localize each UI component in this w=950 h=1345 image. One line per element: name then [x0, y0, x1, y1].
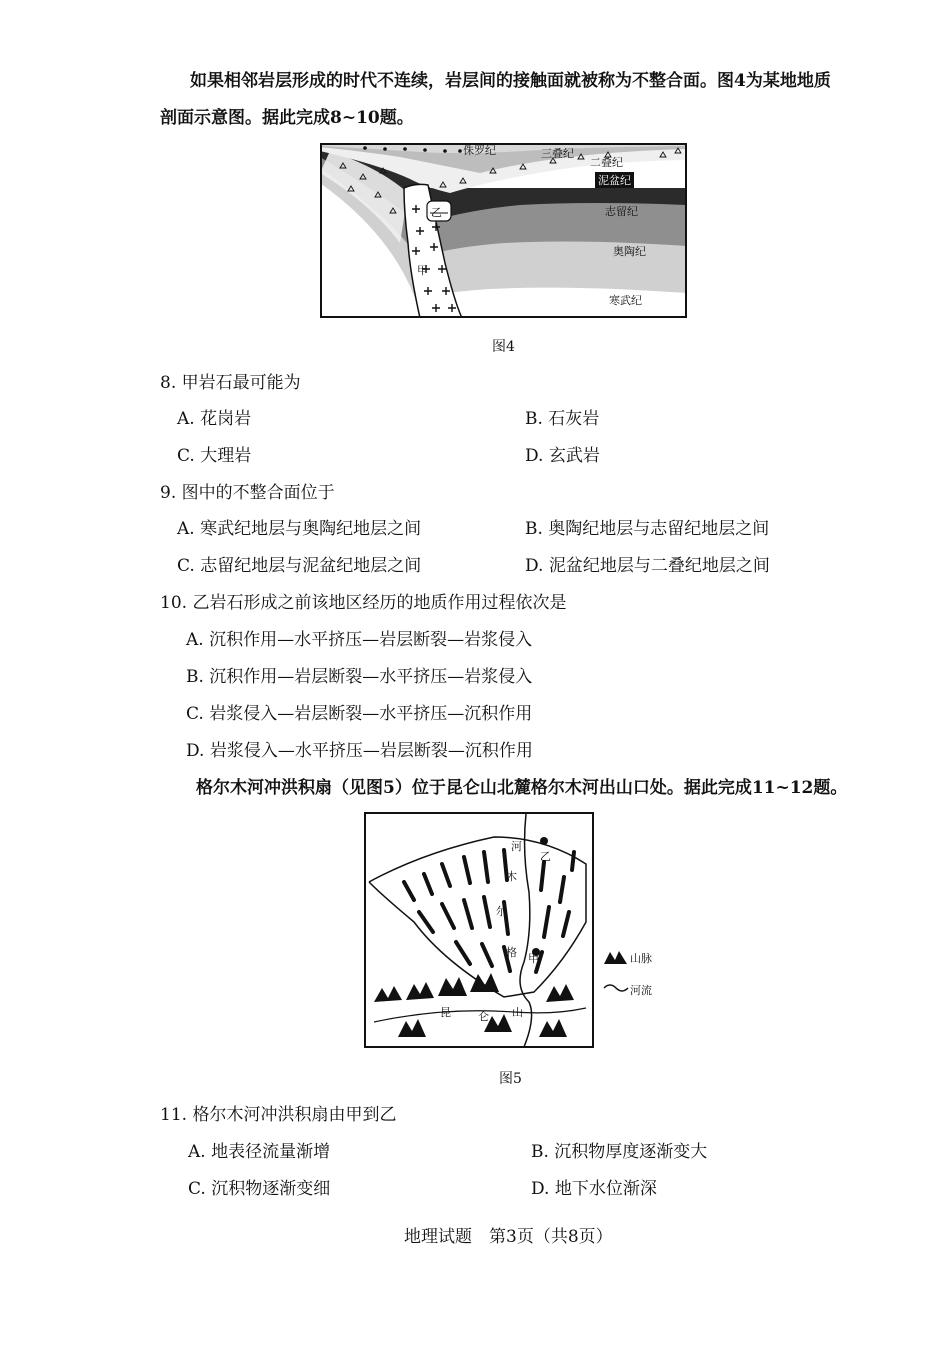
question-11-option-a[interactable]: A. 地表径流量渐增 — [188, 1142, 331, 1162]
label-triassic: 三叠纪 — [541, 147, 574, 160]
label-cambrian: 寒武纪 — [609, 294, 642, 307]
question-8-option-c[interactable]: C. 大理岩 — [177, 446, 252, 466]
point-yi-label: 乙 — [540, 850, 551, 863]
label-jurassic: 侏罗纪 — [463, 144, 496, 157]
question-9-option-a[interactable]: A. 寒武纪地层与奥陶纪地层之间 — [177, 519, 422, 539]
intro-paragraph-line1: 如果相邻岩层形成的时代不连续，岩层间的接触面就被称为不整合面。图4为某地地质 — [190, 71, 831, 91]
intro-paragraph-line2: 剖面示意图。据此完成8~10题。 — [160, 108, 414, 128]
river-char-3: 尔 — [496, 905, 507, 918]
question-10-stem: 10. 乙岩石形成之前该地区经历的地质作用过程依次是 — [160, 593, 567, 613]
question-9-option-c[interactable]: C. 志留纪地层与泥盆纪地层之间 — [177, 556, 422, 576]
page-footer: 地理试题 第3页（共8页） — [404, 1227, 613, 1247]
intro-paragraph-2: 格尔木河冲洪积扇（见图5）位于昆仑山北麓格尔木河出山口处。据此完成11~12题。 — [196, 778, 848, 798]
kunlun-char-3: 山 — [512, 1006, 523, 1019]
question-10-option-b[interactable]: B. 沉积作用—岩层断裂—水平挤压—岩浆侵入 — [186, 667, 533, 687]
legend-icons — [602, 946, 630, 996]
mountain-legend-icon — [604, 951, 627, 964]
question-11-option-c[interactable]: C. 沉积物逐渐变细 — [188, 1179, 331, 1199]
point-jia-label: 甲 — [528, 952, 539, 965]
question-9-stem: 9. 图中的不整合面位于 — [160, 483, 335, 503]
question-10-option-d[interactable]: D. 岩浆侵入—水平挤压—岩层断裂—沉积作用 — [186, 741, 533, 761]
question-10-option-c[interactable]: C. 岩浆侵入—岩层断裂—水平挤压—沉积作用 — [186, 704, 533, 724]
label-yi: 乙 — [431, 206, 442, 219]
question-10-option-a[interactable]: A. 沉积作用—水平挤压—岩层断裂—岩浆侵入 — [186, 630, 533, 650]
river-legend-icon — [604, 985, 628, 991]
river-char-2: 木 — [506, 870, 517, 883]
question-11-stem: 11. 格尔木河冲洪积扇由甲到乙 — [160, 1105, 397, 1125]
question-8-option-a[interactable]: A. 花岗岩 — [177, 409, 252, 429]
question-8-option-b[interactable]: B. 石灰岩 — [525, 409, 600, 429]
question-11-option-b[interactable]: B. 沉积物厚度逐渐变大 — [531, 1142, 708, 1162]
figure-5-caption: 图5 — [499, 1071, 522, 1087]
legend-mountain-label: 山脉 — [630, 952, 652, 965]
label-jia: 甲 — [417, 264, 428, 277]
question-8-option-d[interactable]: D. 玄武岩 — [525, 446, 600, 466]
question-11-option-d[interactable]: D. 地下水位渐深 — [531, 1179, 657, 1199]
river-char-4: 格 — [506, 946, 517, 959]
kunlun-char-1: 昆 — [440, 1006, 451, 1019]
label-devonian: 泥盆纪 — [595, 172, 634, 188]
river-char-1: 河 — [511, 840, 522, 853]
question-8-stem: 8. 甲岩石最可能为 — [160, 373, 301, 393]
label-silurian: 志留纪 — [605, 205, 638, 218]
label-permian: 二叠纪 — [590, 156, 623, 169]
kunlun-char-2: 仑 — [478, 1010, 489, 1023]
figure-4-caption: 图4 — [492, 339, 515, 355]
legend-river-label: 河流 — [630, 984, 652, 997]
question-9-option-d[interactable]: D. 泥盆纪地层与二叠纪地层之间 — [525, 556, 770, 576]
question-9-option-b[interactable]: B. 奥陶纪地层与志留纪地层之间 — [525, 519, 770, 539]
label-ordovician: 奥陶纪 — [613, 245, 646, 258]
